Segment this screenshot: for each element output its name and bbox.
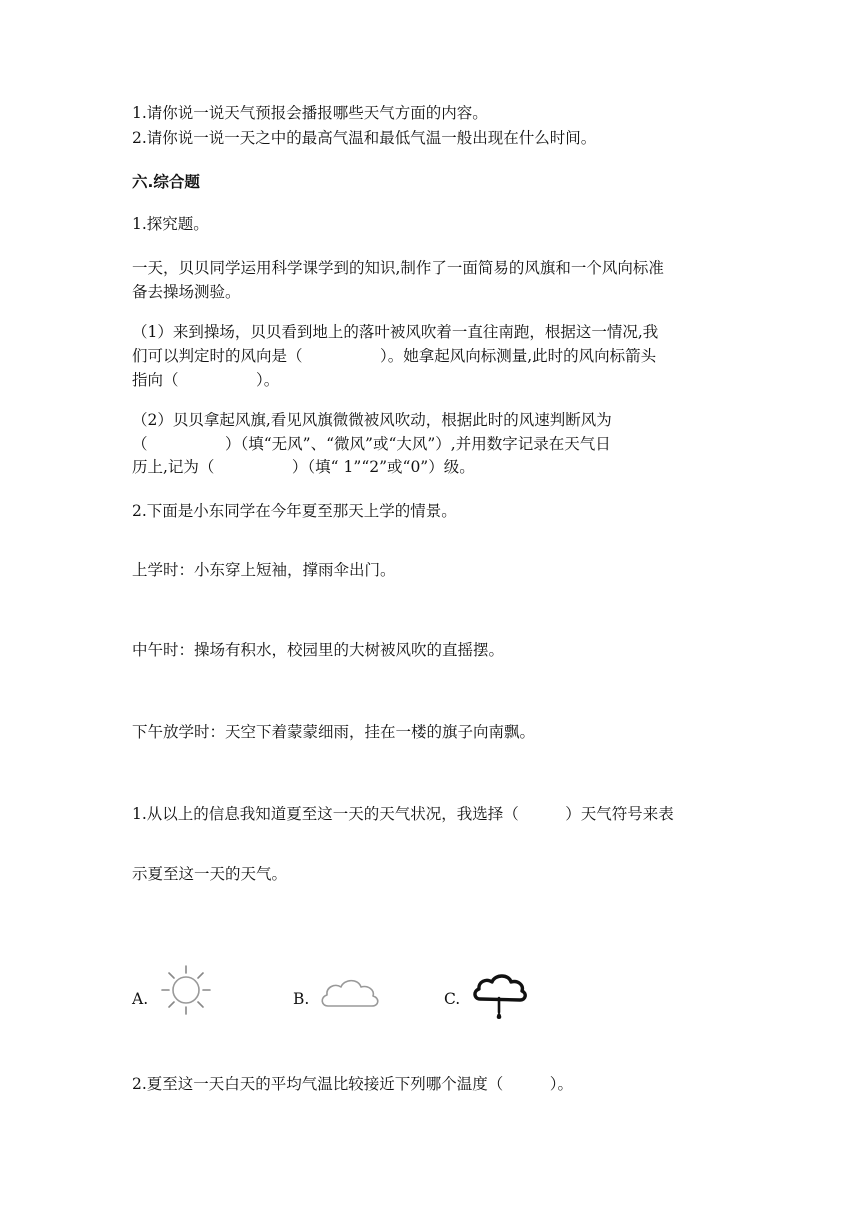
question-temperature-times: 2.请你说一说一天之中的最高气温和最低气温一般出现在什么时间。 bbox=[132, 129, 597, 147]
q1-part2-line: （2）贝贝拿起风旗,看见风旗微微被风吹动，根据此时的风速判断风为 bbox=[132, 411, 612, 429]
q1-part1-line: 们可以判定时的风向是（ ）。她拿起风向标测量,此时的风向标箭头 bbox=[132, 347, 657, 365]
q1-part2-line: （ ）（填“无风”、“微风”或“大风”）,并用数字记录在天气日 bbox=[132, 435, 611, 453]
q2-scene: 下午放学时：天空下着蒙蒙细雨，挂在一楼的旗子向南飘。 bbox=[132, 723, 536, 741]
sun-icon bbox=[158, 962, 214, 1018]
q2-scene: 中午时：操场有积水，校园里的大树被风吹的直摇摆。 bbox=[132, 641, 505, 659]
q1-part2-line: 历上,记为（ ）（填“ 1”“2”或“0”）级。 bbox=[132, 458, 475, 476]
section-title: 六.综合题 bbox=[132, 173, 200, 191]
q2-sub1-line: 1.从以上的信息我知道夏至这一天的天气状况，我选择（ ）天气符号来表 bbox=[132, 805, 674, 823]
option-b-label: B. bbox=[293, 990, 310, 1008]
option-a-label: A. bbox=[132, 990, 149, 1008]
q2-sub2: 2.夏至这一天白天的平均气温比较接近下列哪个温度（ ）。 bbox=[132, 1075, 574, 1093]
q2-sub1-line: 示夏至这一天的天气。 bbox=[132, 865, 288, 883]
q1-intro-line: 一天，贝贝同学运用科学课学到的知识,制作了一面简易的风旗和一个风向标准 bbox=[132, 259, 664, 277]
q1-part1-line: （1）来到操场，贝贝看到地上的落叶被风吹着一直往南跑，根据这一情况,我 bbox=[132, 323, 659, 341]
q2-title: 2.下面是小东同学在今年夏至那天上学的情景。 bbox=[132, 502, 457, 520]
q1-title: 1.探究题。 bbox=[132, 215, 209, 233]
question-weather-forecast: 1.请你说一说天气预报会播报哪些天气方面的内容。 bbox=[132, 104, 488, 122]
q1-part1-line: 指向（ ）。 bbox=[132, 371, 280, 389]
q1-intro-line: 备去操场测验。 bbox=[132, 283, 241, 301]
cloud-icon bbox=[318, 976, 382, 1012]
q2-scene: 上学时：小东穿上短袖，撑雨伞出门。 bbox=[132, 561, 396, 579]
option-c-label: C. bbox=[444, 990, 461, 1008]
cloud-rain-icon bbox=[471, 972, 527, 1022]
